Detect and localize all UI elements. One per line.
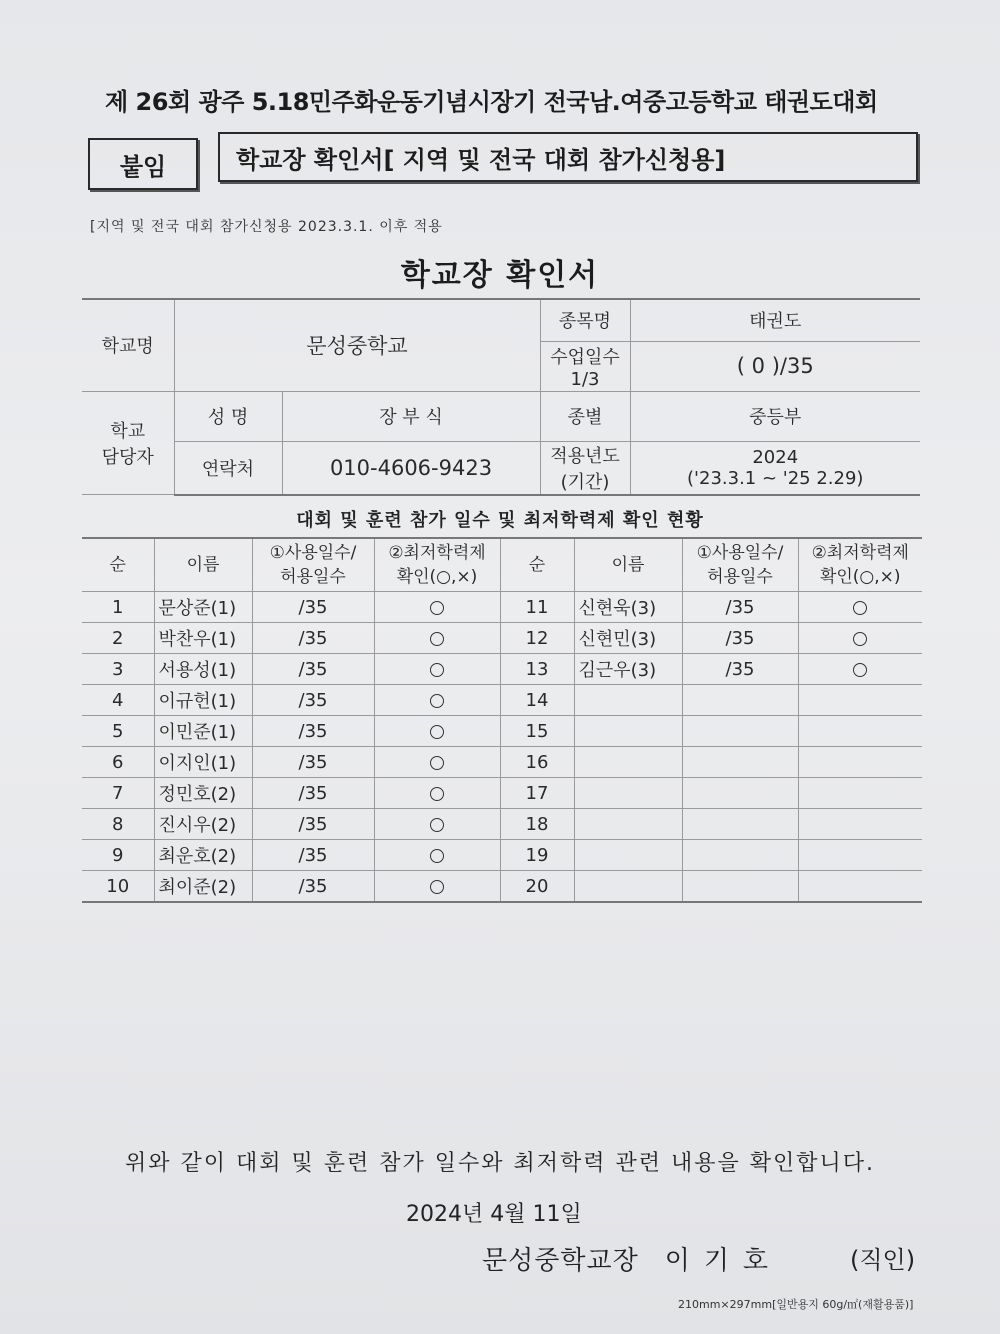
check-circle-icon <box>430 725 444 739</box>
official-seal-label: (직인) <box>850 1246 916 1274</box>
check-circle-icon <box>430 663 444 677</box>
cell-no: 17 <box>500 778 574 809</box>
check-circle-icon <box>853 632 867 646</box>
cell-days: /35 <box>252 654 374 685</box>
person-name-value: 장 부 식 <box>282 391 540 441</box>
event-label: 종목명 <box>540 299 630 341</box>
cell-no: 13 <box>500 654 574 685</box>
cell-name: 신현욱(3) <box>574 592 682 623</box>
signer-title: 문성중학교장 <box>482 1246 639 1276</box>
cell-check <box>374 654 500 685</box>
cell-no: 1 <box>82 592 154 623</box>
cell-no: 19 <box>500 840 574 871</box>
cell-check <box>374 685 500 716</box>
header-check-right <box>798 538 922 592</box>
applicability-note: [지역 및 전국 대회 참가신청용 2023.3.1. 이후 적용 <box>90 219 443 235</box>
cell-name <box>574 685 682 716</box>
cell-days <box>682 778 798 809</box>
cell-no: 10 <box>82 871 154 903</box>
table-row <box>82 840 922 871</box>
cell-check <box>374 716 500 747</box>
cell-name: 문상준(1) <box>154 592 252 623</box>
header-days <box>252 538 374 592</box>
table-row <box>82 592 922 623</box>
cell-no: 16 <box>500 747 574 778</box>
cell-days: /35 <box>252 809 374 840</box>
cell-days: /35 <box>252 623 374 654</box>
year-period: ('23.3.1 ~ '25 2.29) <box>687 467 864 489</box>
cell-days <box>682 716 798 747</box>
cell-name: 최이준(2) <box>154 871 252 903</box>
class-days-value: ( 0 )/35 <box>630 341 920 391</box>
class-days-label-text: 수업일수 <box>550 346 620 368</box>
school-info-table <box>82 298 920 496</box>
cell-name: 김근우(3) <box>574 654 682 685</box>
header-check <box>374 538 500 592</box>
cell-check <box>798 840 922 871</box>
class-days-label <box>540 341 630 391</box>
cell-no: 12 <box>500 623 574 654</box>
cell-days <box>682 685 798 716</box>
cell-no: 7 <box>82 778 154 809</box>
document-title: 학교장 확인서 <box>400 258 600 293</box>
check-circle-icon <box>430 694 444 708</box>
paper-spec-footer: 210mm×297mm[일반용지 60g/㎡(재활용품)] <box>678 1298 914 1311</box>
cell-check <box>798 871 922 903</box>
year-label-1: 적용년도 <box>550 445 620 467</box>
cell-days <box>682 840 798 871</box>
check-circle-icon <box>430 756 444 770</box>
cell-days <box>682 871 798 903</box>
person-name-label: 성 명 <box>174 391 282 441</box>
contact-person-label-2: 담당자 <box>101 446 154 468</box>
cell-days: /35 <box>252 871 374 903</box>
table-row <box>82 747 922 778</box>
cell-name <box>574 840 682 871</box>
cell-check <box>374 747 500 778</box>
check-circle-icon <box>430 632 444 646</box>
header-days-right <box>682 538 798 592</box>
check-circle-icon <box>430 880 444 894</box>
table-row <box>82 871 922 903</box>
cell-no: 9 <box>82 840 154 871</box>
form-box-title: 학교장 확인서[ 지역 및 전국 대회 참가신청용] <box>218 132 918 182</box>
cell-name <box>574 747 682 778</box>
cell-no: 5 <box>82 716 154 747</box>
check-circle-icon <box>430 601 444 615</box>
cell-days: /35 <box>682 623 798 654</box>
header-name: 이름 <box>154 538 252 592</box>
cell-check <box>798 654 922 685</box>
cell-name <box>574 716 682 747</box>
cell-days: /35 <box>682 592 798 623</box>
cell-no: 14 <box>500 685 574 716</box>
cell-check <box>374 809 500 840</box>
cell-no: 20 <box>500 871 574 903</box>
confirmation-statement: 위와 같이 대회 및 훈련 참가 일수와 최저학력 관련 내용을 확인합니다. <box>125 1151 875 1176</box>
cell-name <box>574 871 682 903</box>
cell-no: 2 <box>82 623 154 654</box>
cell-name: 이규헌(1) <box>154 685 252 716</box>
division-label: 종별 <box>540 391 630 441</box>
cell-name: 신현민(3) <box>574 623 682 654</box>
cell-no: 6 <box>82 747 154 778</box>
cell-days <box>682 809 798 840</box>
table-row <box>82 778 922 809</box>
table-row <box>82 716 922 747</box>
signer-name: 이기호 <box>664 1246 783 1276</box>
cell-check <box>374 871 500 903</box>
cell-check <box>374 592 500 623</box>
table-row <box>82 685 922 716</box>
cell-days: /35 <box>252 840 374 871</box>
header-check-line1: ②최저학력제 <box>388 543 486 563</box>
cell-no: 3 <box>82 654 154 685</box>
cell-check <box>374 840 500 871</box>
table-row <box>82 809 922 840</box>
cell-no: 11 <box>500 592 574 623</box>
class-days-fraction: 1/3 <box>570 368 600 390</box>
cell-name: 진시우(2) <box>154 809 252 840</box>
contact-person-label-1: 학교 <box>110 420 146 442</box>
participation-status-table <box>82 537 922 903</box>
year-value-text: 2024 <box>752 446 799 468</box>
cell-no: 8 <box>82 809 154 840</box>
cell-name: 서용성(1) <box>154 654 252 685</box>
event-value: 태권도 <box>630 299 920 341</box>
attachment-label: 붙임 <box>88 138 198 190</box>
cell-check <box>798 623 922 654</box>
phone-value: 010-4606-9423 <box>282 441 540 495</box>
division-value: 중등부 <box>630 391 920 441</box>
cell-check <box>798 685 922 716</box>
check-circle-icon <box>853 601 867 615</box>
cell-check <box>798 809 922 840</box>
header-no: 순 <box>82 538 154 592</box>
cell-name: 박찬우(1) <box>154 623 252 654</box>
cell-check <box>374 778 500 809</box>
cell-name: 이민준(1) <box>154 716 252 747</box>
cell-days <box>682 747 798 778</box>
header-days-right-line2: 허용일수 <box>707 567 773 587</box>
cell-check <box>798 716 922 747</box>
cell-check <box>374 623 500 654</box>
cell-name: 이지인(1) <box>154 747 252 778</box>
cell-days: /35 <box>682 654 798 685</box>
competition-title: 제 26회 광주 5.18민주화운동기념시장기 전국남.여중고등학교 태권도대회 <box>105 88 878 116</box>
cell-check <box>798 778 922 809</box>
header-name-right: 이름 <box>574 538 682 592</box>
table-row <box>82 654 922 685</box>
check-circle-icon <box>853 663 867 677</box>
header-check-right-line1: ②최저학력제 <box>811 543 909 563</box>
cell-no: 15 <box>500 716 574 747</box>
header-days-right-line1: ①사용일수/ <box>696 543 784 563</box>
header-days-line1: ①사용일수/ <box>269 543 357 563</box>
header-check-right-line2: 확인(○,×) <box>819 567 901 587</box>
table-row <box>82 623 922 654</box>
contact-person-label <box>82 391 174 495</box>
check-circle-icon <box>430 849 444 863</box>
cell-days: /35 <box>252 592 374 623</box>
check-circle-icon <box>430 787 444 801</box>
cell-name <box>574 778 682 809</box>
year-label-2: (기간) <box>560 471 610 493</box>
cell-days: /35 <box>252 685 374 716</box>
cell-check <box>798 592 922 623</box>
cell-no: 4 <box>82 685 154 716</box>
cell-days: /35 <box>252 778 374 809</box>
year-label <box>540 441 630 495</box>
check-circle-icon <box>430 818 444 832</box>
cell-name: 정민호(2) <box>154 778 252 809</box>
cell-name <box>574 809 682 840</box>
header-no-right: 순 <box>500 538 574 592</box>
school-name-value: 문성중학교 <box>174 299 540 391</box>
year-value <box>630 441 920 495</box>
cell-name: 최운호(2) <box>154 840 252 871</box>
confirmation-date: 2024년 4월 11일 <box>406 1202 582 1227</box>
cell-days: /35 <box>252 747 374 778</box>
cell-days: /35 <box>252 716 374 747</box>
signer <box>482 1240 782 1277</box>
cell-check <box>798 747 922 778</box>
phone-label: 연락처 <box>174 441 282 495</box>
school-name-label: 학교명 <box>82 299 174 391</box>
header-check-line2: 확인(○,×) <box>396 567 478 587</box>
status-section-title: 대회 및 훈련 참가 일수 및 최저학력제 확인 현황 <box>296 510 704 531</box>
cell-no: 18 <box>500 809 574 840</box>
header-days-line2: 허용일수 <box>280 567 346 587</box>
